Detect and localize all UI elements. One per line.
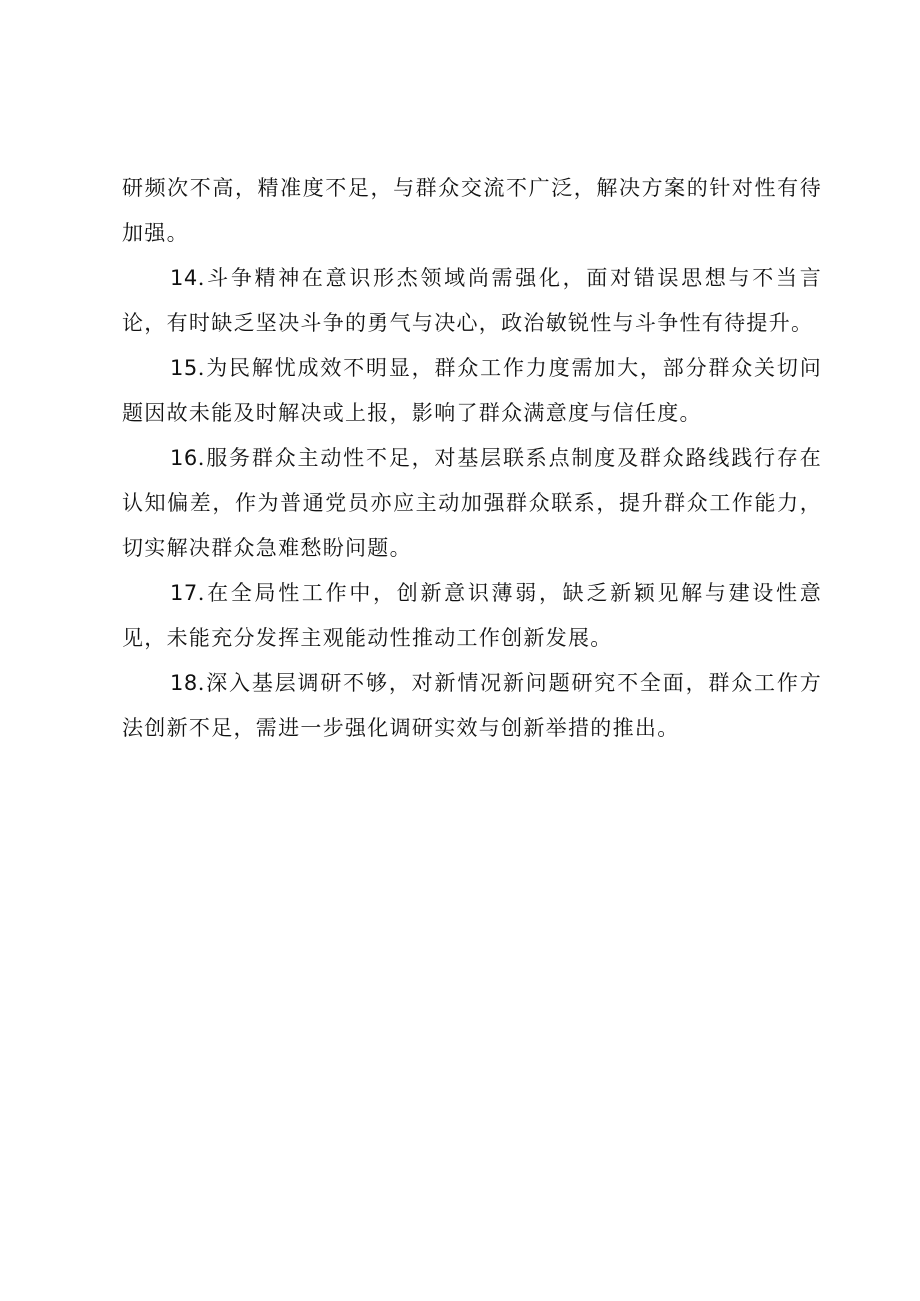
list-item-15 — [122, 346, 822, 436]
item-number: 15 — [170, 356, 198, 380]
item-number: 14 — [170, 266, 198, 290]
document-body — [122, 166, 822, 751]
list-item-16 — [122, 436, 822, 571]
item-text: .在全局性工作中，创新意识薄弱，缺乏新颖见解与建设性意见，未能充分发挥主观能动性推动工作创新发展。 — [122, 581, 822, 650]
continuation-paragraph: 研频次不高，精准度不足，与群众交流不广泛，解决方案的针对性有待加强。 — [122, 176, 822, 245]
item-number: 16 — [170, 446, 198, 470]
item-text: .服务群众主动性不足，对基层联系点制度及群众路线践行存在认知偏差，作为普通党员亦应主动加强群众联系，提升群众工作能力，切实解决群众急难愁盼问题。 — [122, 446, 822, 560]
list-item-17 — [122, 571, 822, 661]
list-item-14 — [122, 256, 822, 346]
item-number: 18 — [170, 671, 198, 695]
item-text: .深入基层调研不够，对新情况新问题研究不全面，群众工作方法创新不足，需进一步强化调研实效与创新举措的推出。 — [122, 671, 822, 740]
item-number: 17 — [170, 581, 198, 605]
list-item-18 — [122, 661, 822, 751]
item-text: .斗争精神在意识形杰领域尚需强化，面对错误思想与不当言论，有时缺乏坚决斗争的勇气与决心，政治敏锐性与斗争性有待提升。 — [122, 266, 822, 335]
item-text: .为民解忧成效不明显，群众工作力度需加大，部分群众关切问题因故未能及时解决或上报，影响了群众满意度与信任度。 — [122, 356, 822, 425]
